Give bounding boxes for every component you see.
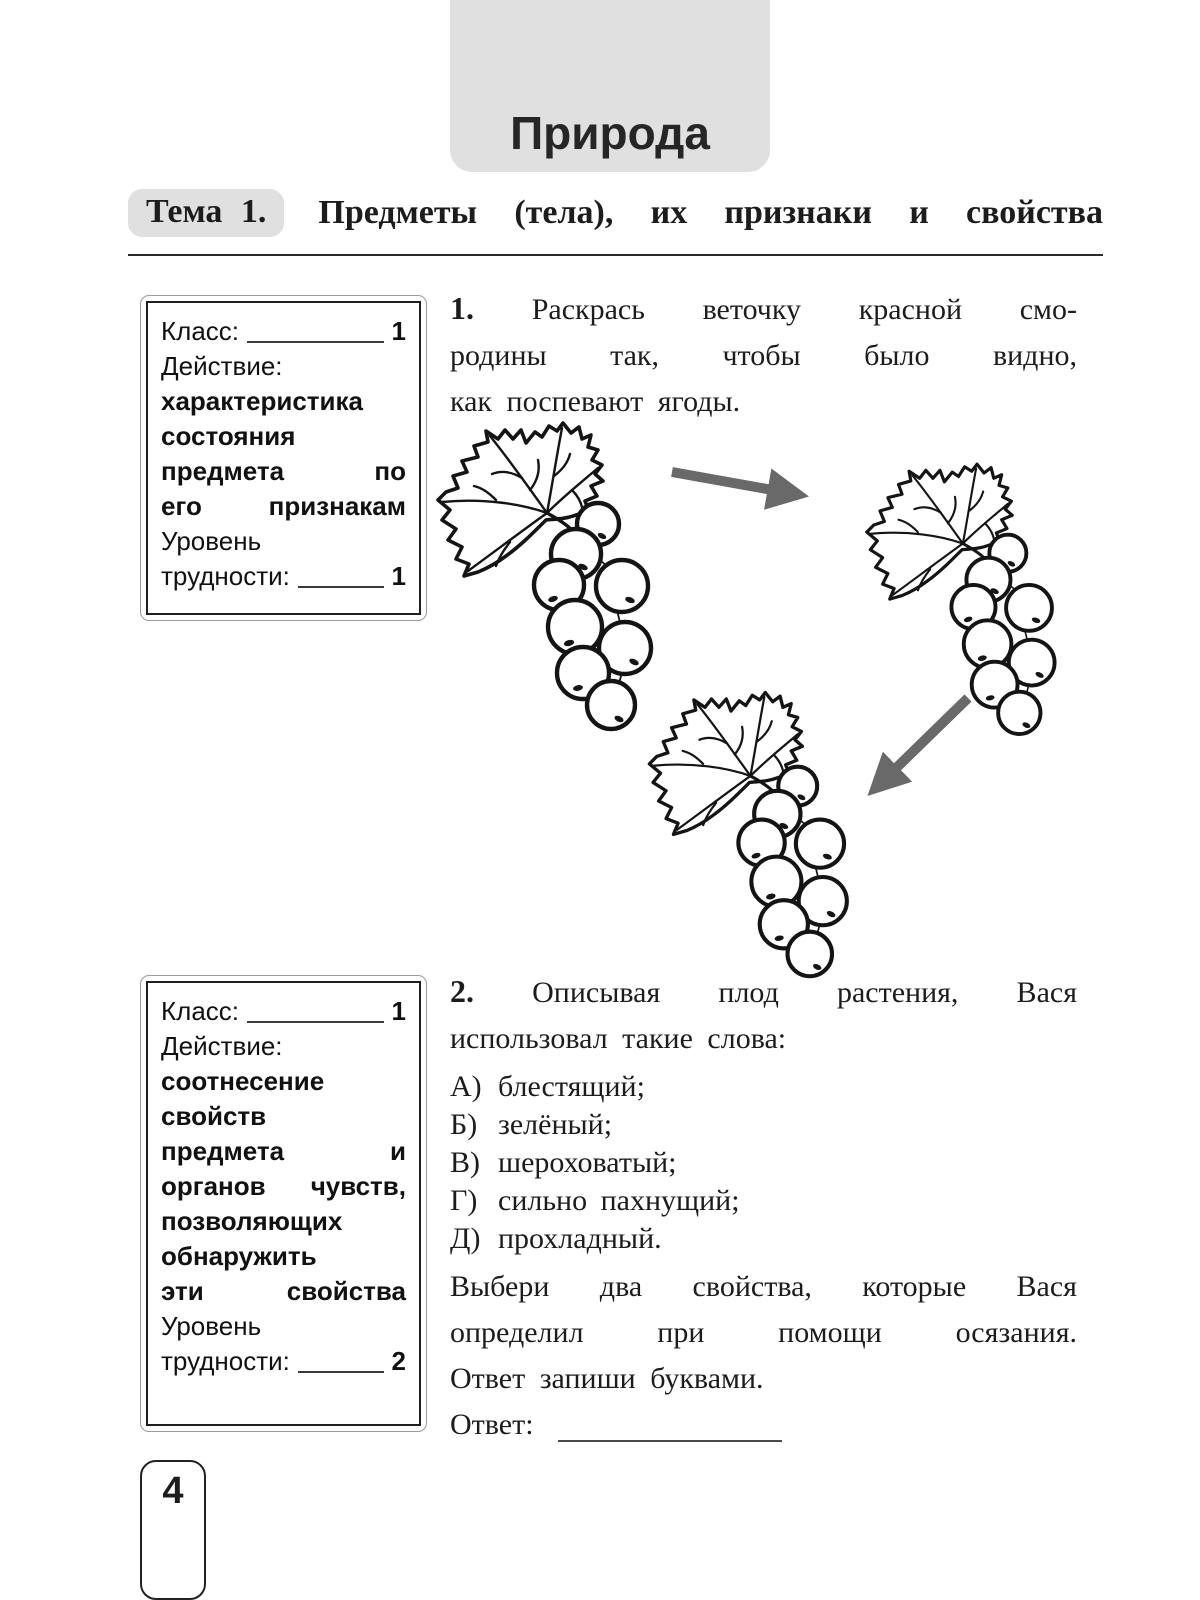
class-blank xyxy=(247,1021,384,1023)
action-line: соотнесение xyxy=(161,1066,325,1096)
action-line: органов чувств, xyxy=(161,1171,406,1201)
task-number: 1. xyxy=(450,290,474,326)
option-row xyxy=(450,1182,1077,1220)
action-line: позволяющих xyxy=(161,1206,343,1236)
section-header xyxy=(450,0,770,172)
question-line: Ответ запиши буквами. xyxy=(450,1362,764,1395)
class-value: 1 xyxy=(391,316,406,346)
level-blank xyxy=(298,586,384,588)
level-value: 2 xyxy=(391,1346,406,1376)
option-letter: Б) xyxy=(450,1108,478,1141)
section-title: Природа xyxy=(510,107,710,159)
option-letter: В) xyxy=(450,1146,480,1179)
question-paragraph xyxy=(450,1264,1077,1402)
option-letter: Г) xyxy=(450,1184,478,1217)
task2-info-box xyxy=(140,975,427,1432)
level-label: Уровень xyxy=(161,526,262,556)
class-label: Класс: xyxy=(161,316,239,346)
class-row xyxy=(161,314,406,349)
task-line: Описывая плод растения, Вася xyxy=(532,976,1077,1009)
question-line: определил при помощи осязания. xyxy=(450,1316,1077,1349)
option-text: шероховатый; xyxy=(498,1146,677,1179)
action-line: предмета по xyxy=(161,456,406,486)
topic-chip: Тема 1. xyxy=(128,189,284,237)
class-row xyxy=(161,994,406,1029)
task1-text xyxy=(450,285,1077,425)
level-label2: трудности: xyxy=(161,561,290,591)
level-label2: трудности: xyxy=(161,1346,290,1376)
action-label: Действие: xyxy=(161,1031,283,1061)
option-row xyxy=(450,1220,1077,1258)
option-row xyxy=(450,1144,1077,1182)
task1-info-box xyxy=(140,295,427,621)
action-line: характеристика xyxy=(161,386,363,416)
option-letter: А) xyxy=(450,1070,482,1103)
arrow-down-left-icon xyxy=(842,678,992,818)
option-row xyxy=(450,1106,1077,1144)
options-list xyxy=(450,1068,1077,1258)
action-line: свойств xyxy=(161,1101,267,1131)
option-text: сильно пахнущий; xyxy=(498,1184,740,1217)
task-line: использовал такие слова: xyxy=(450,1022,787,1055)
topic-title: Предметы (тела), их признаки и свойства xyxy=(318,194,1103,231)
currant-branch-illustration-1 xyxy=(426,416,666,746)
option-text: прохладный. xyxy=(498,1222,662,1255)
option-text: зелёный; xyxy=(498,1108,613,1141)
currant-branch-illustration-3 xyxy=(638,686,861,992)
action-line: состояния xyxy=(161,421,296,451)
task-line: Раскрась веточку красной смо- xyxy=(531,293,1078,326)
task-line: родины так, чтобы было видно, xyxy=(450,339,1077,372)
answer-blank[interactable] xyxy=(558,1440,782,1442)
level-row xyxy=(161,559,406,594)
answer-row xyxy=(450,1402,1077,1448)
level-blank xyxy=(298,1371,384,1373)
action-line: эти свойства xyxy=(161,1276,406,1306)
class-blank xyxy=(247,341,384,343)
option-row xyxy=(450,1068,1077,1106)
task-line: как поспевают ягоды. xyxy=(450,385,741,418)
topic-row xyxy=(128,189,1103,237)
class-label: Класс: xyxy=(161,996,239,1026)
action-label: Действие: xyxy=(161,351,283,381)
option-letter: Д) xyxy=(450,1222,481,1255)
divider xyxy=(128,254,1103,256)
question-line: Выбери два свойства, которые Вася xyxy=(450,1270,1077,1303)
action-line: его признакам xyxy=(161,491,406,521)
action-line: обнаружить xyxy=(161,1241,317,1271)
level-row xyxy=(161,1344,406,1379)
task2-text xyxy=(450,968,1077,1448)
page-number-badge xyxy=(140,1460,206,1600)
level-value: 1 xyxy=(391,561,406,591)
page-number: 4 xyxy=(162,1470,184,1512)
arrow-right-icon xyxy=(658,448,858,528)
answer-label: Ответ: xyxy=(450,1408,534,1441)
level-label: Уровень xyxy=(161,1311,262,1341)
class-value: 1 xyxy=(391,996,406,1026)
task-number: 2. xyxy=(450,973,474,1009)
option-text: блестящий; xyxy=(498,1070,645,1103)
action-line: предмета и xyxy=(161,1136,406,1166)
